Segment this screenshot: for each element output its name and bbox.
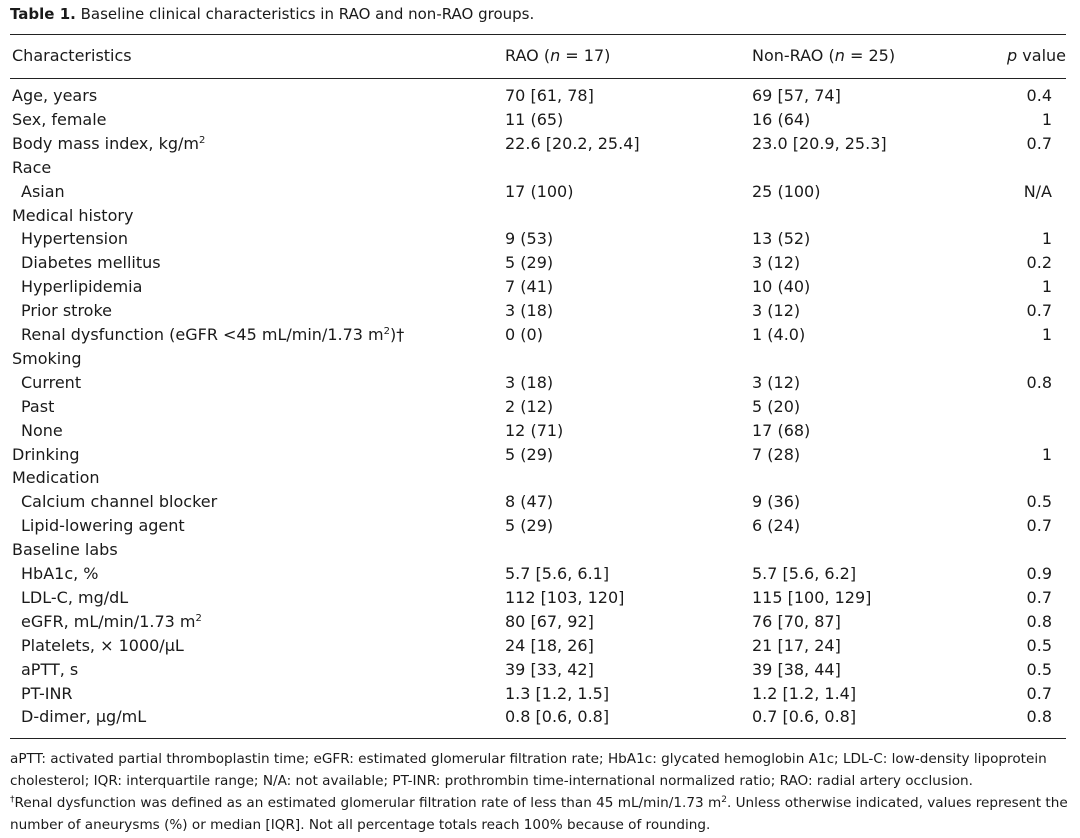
row-label-text: Prior stroke <box>21 301 113 321</box>
table-row <box>0 275 1080 299</box>
non-rao-value: 5.7 [5.6, 6.2] <box>752 564 857 583</box>
row-label-text: Medication <box>12 468 100 488</box>
rao-value: 2 (12) <box>505 396 554 416</box>
table-row <box>0 156 1080 180</box>
row-label <box>21 682 73 706</box>
table-row <box>0 514 1080 538</box>
footnote-renal-text-a: Renal dysfunction was defined as an estimated glomerular filtration rate of less than 45 mL/min/1.73 m <box>14 795 722 811</box>
row-label-text: Diabetes mellitus <box>21 253 161 273</box>
rao-value: 3 (18) <box>505 372 554 392</box>
p-value: 0.2 <box>1026 253 1052 273</box>
row-label <box>12 443 80 467</box>
p-value: 0.8 <box>1026 707 1052 727</box>
rao-value: 0 (0) <box>505 325 543 344</box>
row-label <box>12 108 107 132</box>
table-row <box>0 180 1080 204</box>
table-row <box>0 634 1080 658</box>
non-rao-value: 39 [38, 44] <box>752 659 841 679</box>
p-value: 1 <box>1041 229 1052 249</box>
row-label <box>12 204 133 228</box>
row-label <box>12 132 205 156</box>
table-row <box>0 299 1080 323</box>
row-label-text: Drinking <box>12 444 80 464</box>
header-non-rao <box>752 46 895 66</box>
row-label-text: D-dimer, µg/mL <box>21 707 147 727</box>
table-row <box>0 466 1080 490</box>
table-row <box>0 132 1080 156</box>
non-rao-value: 0.7 [0.6, 0.8] <box>752 707 857 727</box>
p-value: 0.5 <box>1026 659 1052 679</box>
row-label-text: Asian <box>21 181 65 201</box>
non-rao-value: 13 (52) <box>752 229 811 249</box>
row-label-text: Age, years <box>12 86 98 105</box>
rao-value: 5.7 [5.6, 6.1] <box>505 564 610 583</box>
header-characteristics: Characteristics <box>12 46 132 65</box>
p-value: 0.7 <box>1026 516 1052 536</box>
row-label <box>12 156 51 180</box>
rao-value: 9 (53) <box>505 229 554 249</box>
row-label-text: Hypertension <box>21 229 129 249</box>
row-label-text: Medical history <box>12 205 134 225</box>
row-label-superscript: 2 <box>195 612 202 624</box>
footnote-abbreviations-1: aPTT: activated partial thromboplastin time; eGFR: estimated glomerular filtration rate; HbA1c: glycated hemoglobin A1c; LDL-C: low-density lipoprotein <box>10 751 1047 767</box>
row-label-text: Baseline labs <box>12 540 118 560</box>
row-label <box>21 634 184 658</box>
p-value: 0.8 <box>1026 611 1052 631</box>
p-value: 1 <box>1041 109 1052 129</box>
rao-value: 12 (71) <box>505 420 564 440</box>
rao-value: 39 [33, 42] <box>505 659 594 679</box>
p-value: 1 <box>1041 277 1052 297</box>
row-label <box>21 658 78 682</box>
rao-value: 8 (47) <box>505 492 554 512</box>
row-label-text: Body mass index, kg/m <box>12 133 199 153</box>
p-value: 0.4 <box>1026 86 1052 105</box>
row-label-text: aPTT, s <box>21 659 79 679</box>
header-non-prefix: Non-RAO ( <box>752 46 835 65</box>
p-value: 1 <box>1041 325 1052 344</box>
rao-value: 24 [18, 26] <box>505 635 594 655</box>
p-value: 0.9 <box>1026 564 1052 583</box>
p-value: 0.5 <box>1026 492 1052 512</box>
row-label-text: Hyperlipidemia <box>21 277 143 297</box>
row-label-text: HbA1c, % <box>21 564 99 583</box>
non-rao-value: 5 (20) <box>752 396 801 416</box>
table-row <box>0 227 1080 251</box>
p-value: 0.7 <box>1026 683 1052 703</box>
non-rao-value: 69 [57, 74] <box>752 86 841 105</box>
non-rao-value: 16 (64) <box>752 109 811 129</box>
non-rao-value: 25 (100) <box>752 181 821 201</box>
header-non-suffix: = 25) <box>844 46 896 65</box>
row-label <box>21 371 81 395</box>
row-label <box>21 395 54 419</box>
row-label <box>21 299 112 323</box>
row-label <box>21 562 98 586</box>
row-label-text: Sex, female <box>12 109 107 129</box>
header-p-text: value <box>1017 46 1066 65</box>
header-rao-prefix: RAO ( <box>505 46 551 65</box>
table-label: Table 1. <box>10 5 76 23</box>
rao-value: 80 [67, 92] <box>505 611 594 631</box>
rao-value: 1.3 [1.2, 1.5] <box>505 683 610 703</box>
non-rao-value: 3 (12) <box>752 253 801 273</box>
table-row <box>0 443 1080 467</box>
non-rao-value: 3 (12) <box>752 301 801 321</box>
row-label-superscript: 2 <box>383 326 390 337</box>
row-label <box>21 610 202 634</box>
footnote-renal-2: number of aneurysms (%) or median [IQR]. Not all percentage totals reach 100% because of rounding. <box>10 817 711 833</box>
non-rao-value: 17 (68) <box>752 420 811 440</box>
rao-value: 7 (41) <box>505 277 554 297</box>
non-rao-value: 6 (24) <box>752 516 801 536</box>
rao-value: 0.8 [0.6, 0.8] <box>505 707 610 727</box>
footnote-abbreviations-2: cholesterol; IQR: interquartile range; N/A: not available; PT-INR: prothrombin time-international normalized ratio; RAO: radial artery occlusion. <box>10 773 973 789</box>
row-label-text: LDL-C, mg/dL <box>21 587 129 607</box>
header-rao <box>505 46 610 66</box>
p-value: 0.7 <box>1026 587 1052 607</box>
table-row <box>0 84 1080 108</box>
row-label <box>21 586 128 610</box>
footnote-mark: † <box>10 795 15 805</box>
row-label-superscript: 2 <box>198 134 206 146</box>
rao-value: 17 (100) <box>505 181 574 201</box>
rao-value: 11 (65) <box>505 109 564 129</box>
non-rao-value: 21 [17, 24] <box>752 635 841 655</box>
row-label <box>12 538 118 562</box>
table-row <box>0 251 1080 275</box>
row-label-text: PT-INR <box>21 683 73 703</box>
table-row <box>0 204 1080 228</box>
non-rao-value: 7 (28) <box>752 444 801 464</box>
non-rao-value: 23.0 [20.9, 25.3] <box>752 133 887 153</box>
rao-value: 3 (18) <box>505 301 554 321</box>
p-value: 0.5 <box>1026 635 1052 655</box>
header-p-italic: p <box>1007 46 1018 65</box>
non-rao-value: 76 [70, 87] <box>752 611 841 631</box>
row-label <box>21 275 142 299</box>
rao-value: 5 (29) <box>505 444 554 464</box>
table-row <box>0 658 1080 682</box>
row-label-text: Calcium channel blocker <box>21 492 218 512</box>
row-label-text: Past <box>21 396 55 416</box>
header-p-value <box>1007 46 1066 66</box>
rao-value: 5 (29) <box>505 253 554 273</box>
row-label-suffix: )† <box>390 325 405 344</box>
table-row <box>0 347 1080 371</box>
table-row <box>0 108 1080 132</box>
p-value: N/A <box>1023 181 1052 201</box>
row-label-text: eGFR, mL/min/1.73 m <box>21 611 196 631</box>
non-rao-value: 9 (36) <box>752 492 801 512</box>
table-row <box>0 490 1080 514</box>
table-row <box>0 419 1080 443</box>
row-label <box>21 514 185 538</box>
header-rao-suffix: = 17) <box>560 46 611 65</box>
rao-value: 112 [103, 120] <box>505 587 625 607</box>
rao-value: 22.6 [20.2, 25.4] <box>505 133 640 153</box>
non-rao-value: 1.2 [1.2, 1.4] <box>752 683 857 703</box>
non-rao-value: 115 [100, 129] <box>752 587 872 607</box>
table-row <box>0 562 1080 586</box>
table-row <box>0 586 1080 610</box>
table-row <box>0 538 1080 562</box>
footnote-renal-1 <box>10 793 1068 813</box>
non-rao-value: 3 (12) <box>752 372 801 392</box>
table-row <box>0 323 1080 347</box>
rao-value: 5 (29) <box>505 516 554 536</box>
header-non-n: n <box>834 46 845 65</box>
footnote-renal-sup: 2 <box>721 795 727 805</box>
header-rao-n: n <box>550 46 561 65</box>
non-rao-value: 10 (40) <box>752 277 811 297</box>
row-label <box>21 323 404 347</box>
row-label-text: Smoking <box>12 348 82 368</box>
row-label <box>21 490 217 514</box>
non-rao-value: 1 (4.0) <box>752 325 806 344</box>
row-label-text: None <box>21 420 63 440</box>
table-title: Baseline clinical characteristics in RAO and non-RAO groups. <box>80 5 535 23</box>
row-label-text: Renal dysfunction (eGFR <45 mL/min/1.73 m <box>21 325 384 344</box>
table-row <box>0 371 1080 395</box>
row-label <box>21 227 128 251</box>
row-label <box>21 419 63 443</box>
table-row <box>0 395 1080 419</box>
p-value: 0.7 <box>1026 301 1052 321</box>
row-label-text: Race <box>12 157 52 177</box>
table-row <box>0 682 1080 706</box>
p-value: 0.8 <box>1026 372 1052 392</box>
bottom-rule <box>10 738 1066 739</box>
header-rule <box>10 78 1066 79</box>
footnote-renal-text-b: . Unless otherwise indicated, values represent the <box>726 795 1068 811</box>
row-label <box>12 347 82 371</box>
row-label <box>12 466 100 490</box>
top-rule <box>10 34 1066 35</box>
row-label <box>21 251 161 275</box>
row-label-text: Current <box>21 372 82 392</box>
row-label <box>21 705 146 729</box>
p-value: 0.7 <box>1026 133 1052 153</box>
p-value: 1 <box>1041 444 1052 464</box>
row-label <box>12 84 97 108</box>
row-label <box>21 180 65 204</box>
row-label-text: Lipid-lowering agent <box>21 516 185 536</box>
table-caption <box>10 4 534 24</box>
rao-value: 70 [61, 78] <box>505 86 594 105</box>
table-row <box>0 705 1080 729</box>
row-label-text: Platelets, × 1000/µL <box>21 635 184 655</box>
table-row <box>0 610 1080 634</box>
